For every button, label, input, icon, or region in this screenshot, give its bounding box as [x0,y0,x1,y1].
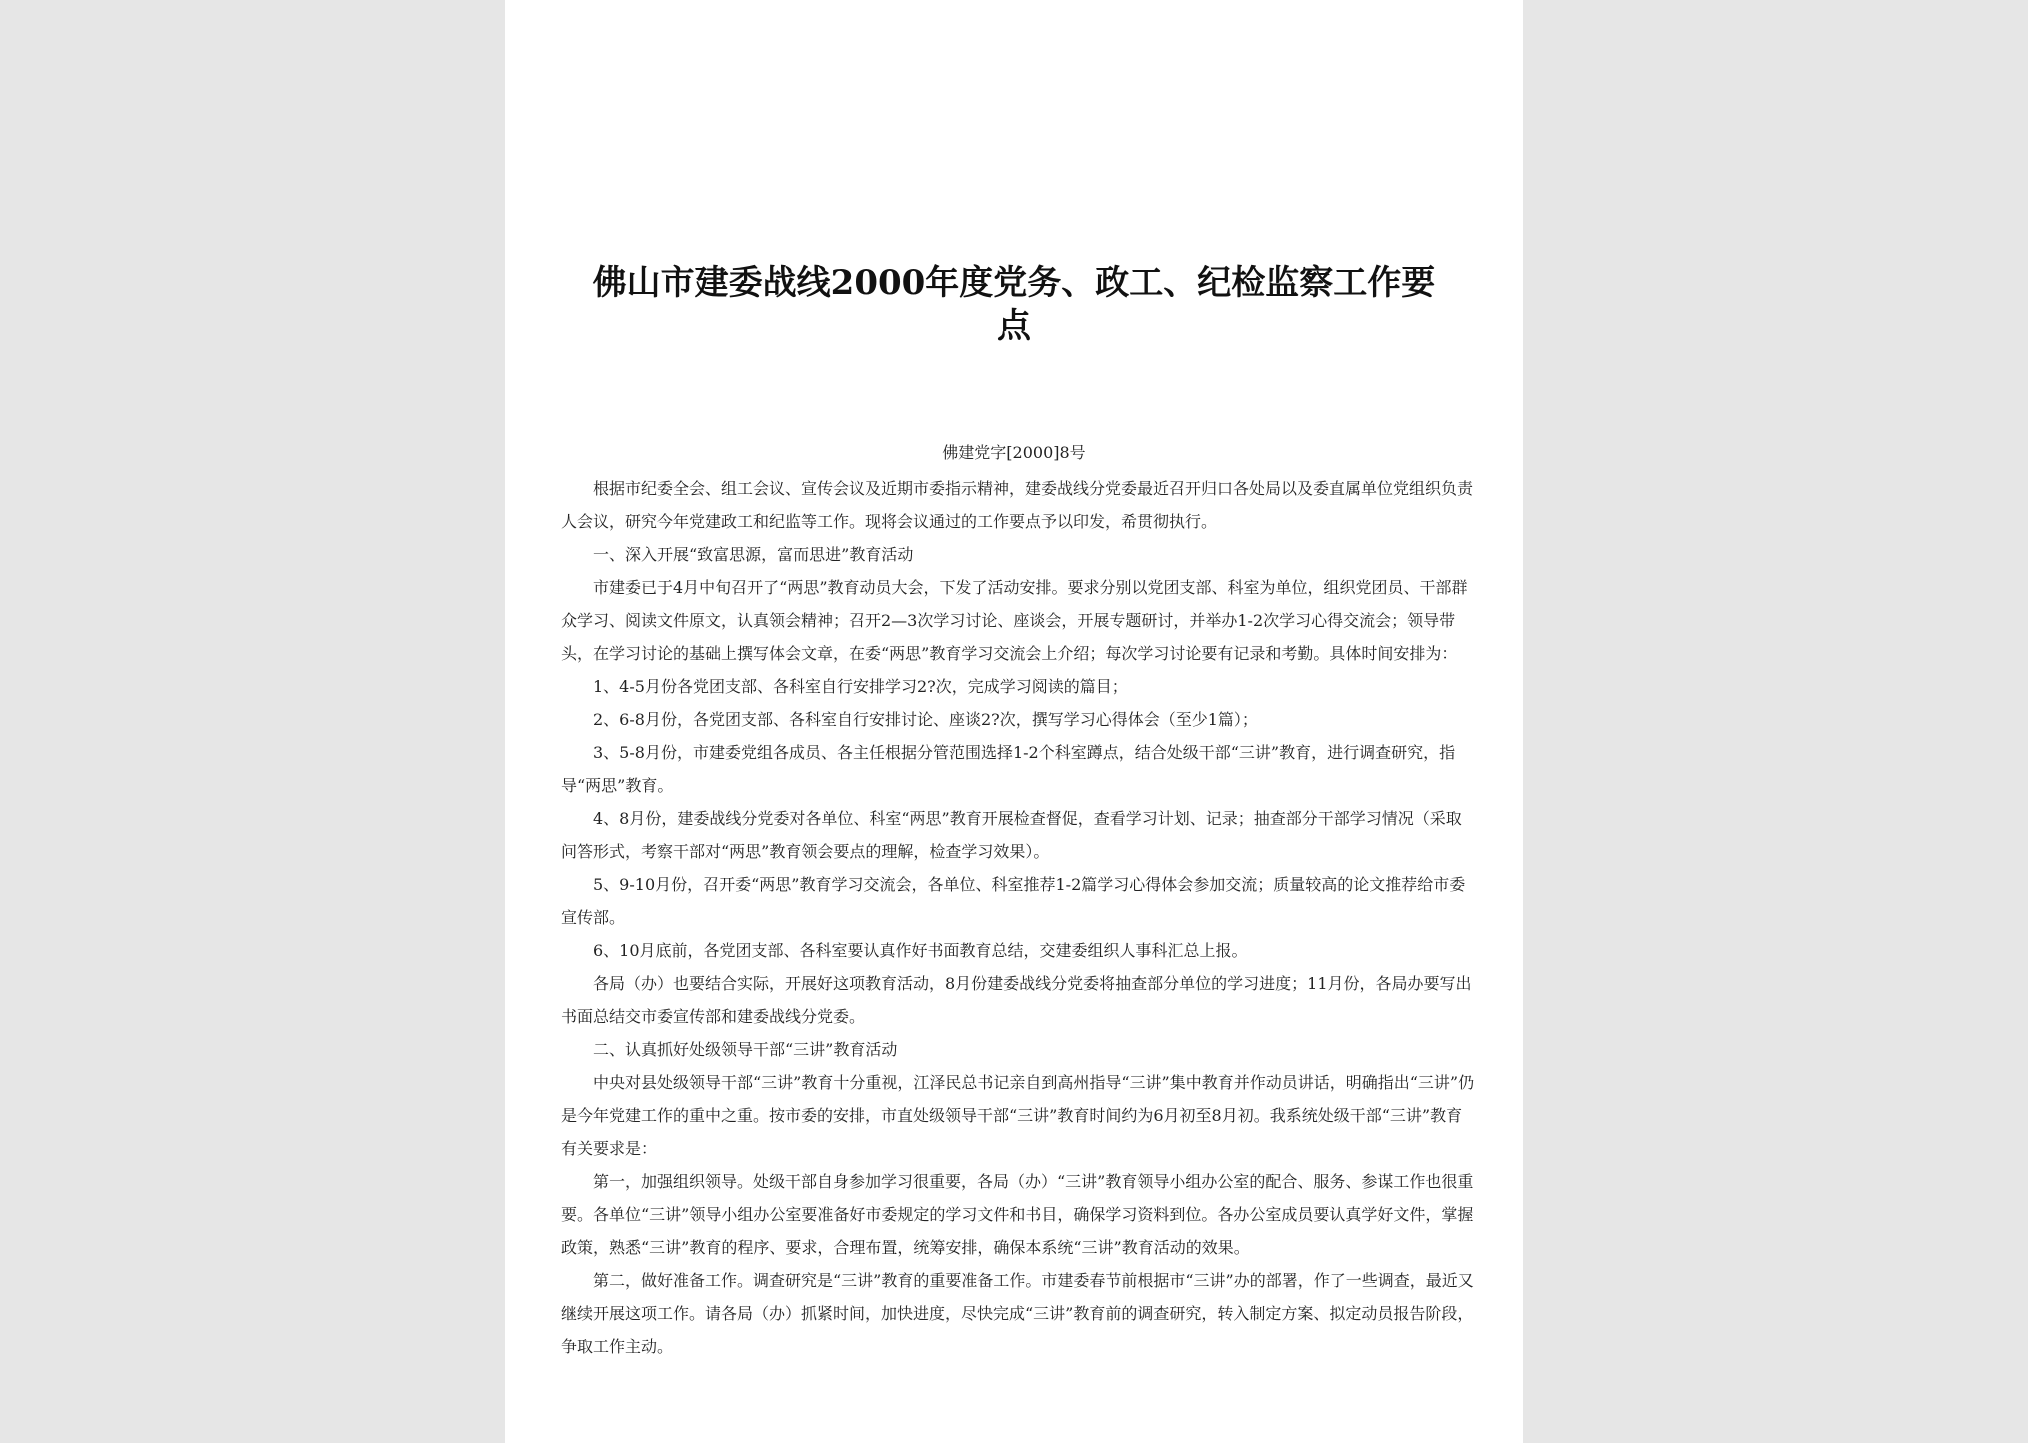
list-item: 2、6-8月份，各党团支部、各科室自行安排讨论、座谈2?次，撰写学习心得体会（至少1篇）； [593,710,1258,729]
document-title-line-1: 佛山市建委战线2000年度党务、政工、纪检监察工作要 [592,263,1436,303]
section-heading: 二、认真抓好处级领导干部“三讲”教育活动 [593,1040,898,1059]
list-item: 5、9-10月份，召开委“两思”教育学习交流会，各单位、科室推荐1-2篇学习心得体会参加交流；质量较高的论文推荐给市委宣传部。 [561,875,1466,927]
paragraph: 根据市纪委全会、组工会议、宣传会议及近期市委指示精神，建委战线分党委最近召开归口各处局以及委直属单位党组织负责人会议，研究今年党建政工和纪监等工作。现将会议通过的工作要点予以印发，希贯彻执行。 [561,479,1474,531]
document-number: 佛建党字[2000]8号 [942,443,1086,462]
paragraph: 第一，加强组织领导。处级干部自身参加学习很重要，各局（办）“三讲”教育领导小组办公室的配合、服务、参谋工作也很重要。各单位“三讲”领导小组办公室要准备好市委规定的学习文件和书目，确保学习资料到位。各办公室成员要认真学好文件，掌握政策，熟悉“三讲”教育的程序、要求，合理布置，统筹安排，确保本系统“三讲”教育活动的效果。 [561,1172,1474,1257]
paragraph: 各局（办）也要结合实际，开展好这项教育活动，8月份建委战线分党委将抽查部分单位的学习进度；11月份，各局办要写出书面总结交市委宣传部和建委战线分党委。 [561,974,1472,1026]
list-item: 6、10月底前，各党团支部、各科室要认真作好书面教育总结，交建委组织人事科汇总上报。 [593,941,1248,960]
list-item: 4、8月份，建委战线分党委对各单位、科室“两思”教育开展检查督促，查看学习计划、记录；抽查部分干部学习情况（采取问答形式，考察干部对“两思”教育领会要点的理解，检查学习效果）。 [561,809,1462,861]
document-title-line-2: 点 [997,306,1031,346]
list-item: 3、5-8月份，市建委党组各成员、各主任根据分管范围选择1-2个科室蹲点，结合处级干部“三讲”教育，进行调查研究，指导“两思”教育。 [561,743,1456,795]
document-body [561,472,1475,1363]
paragraph: 市建委已于4月中旬召开了“两思”教育动员大会，下发了活动安排。要求分别以党团支部、科室为单位，组织党团员、干部群众学习、阅读文件原文，认真领会精神；召开2—3次学习讨论、座谈会，开展专题研讨，并举办1-2次学习心得交流会；领导带头，在学习讨论的基础上撰写体会文章，在委“两思”教育学习交流会上介绍；每次学习讨论要有记录和考勤。具体时间安排为： [561,578,1468,663]
paragraph: 第二，做好准备工作。调查研究是“三讲”教育的重要准备工作。市建委春节前根据市“三讲”办的部署，作了一些调查，最近又继续开展这项工作。请各局（办）抓紧时间，加快进度，尽快完成“三讲”教育前的调查研究，转入制定方案、拟定动员报告阶段，争取工作主动。 [561,1271,1474,1356]
list-item: 1、4-5月份各党团支部、各科室自行安排学习2?次，完成学习阅读的篇目； [593,677,1128,696]
section-heading: 一、深入开展“致富思源，富而思进”教育活动 [593,545,914,564]
paragraph: 中央对县处级领导干部“三讲”教育十分重视，江泽民总书记亲自到高州指导“三讲”集中教育并作动员讲话，明确指出“三讲”仍是今年党建工作的重中之重。按市委的安排，市直处级领导干部“三讲”教育时间约为6月初至8月初。我系统处级干部“三讲”教育有关要求是： [561,1073,1475,1158]
document-page [505,0,1523,1443]
document-title [565,262,1463,348]
